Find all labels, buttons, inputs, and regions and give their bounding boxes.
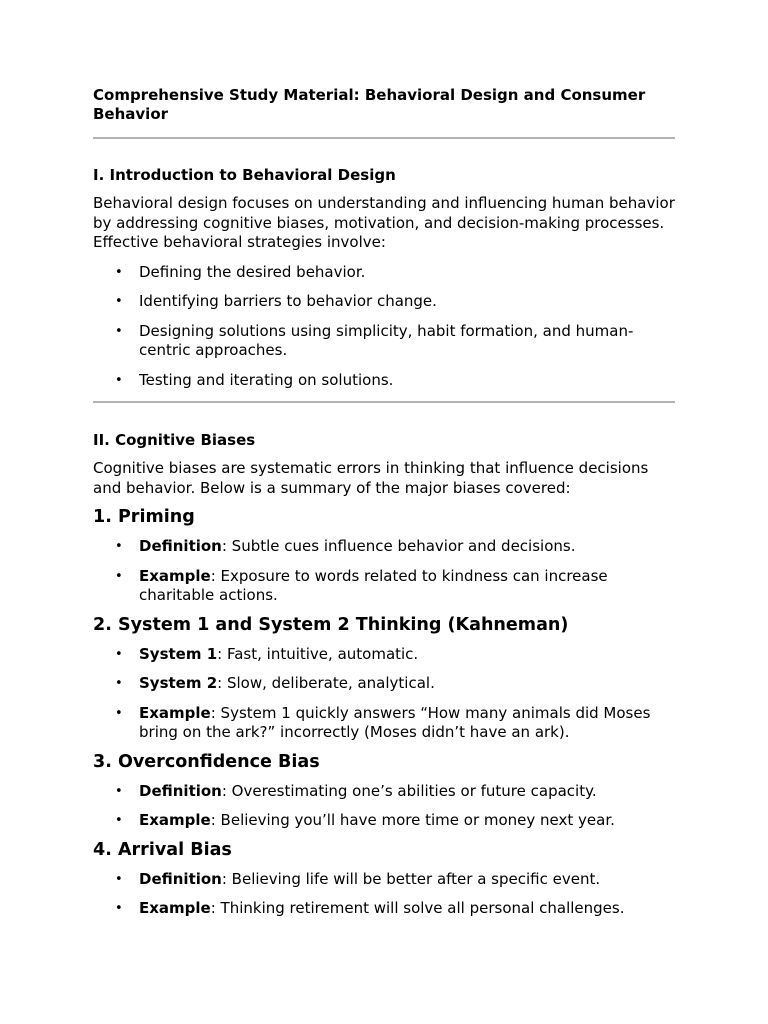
- bias-list-priming: [93, 537, 675, 606]
- intro-paragraph: Behavioral design focuses on understanding and influencing human behavior by addressing cognitive biases, motivation, and decision-making processes. Effective behavioral strategies involve:: [93, 194, 675, 251]
- list-item: [93, 782, 675, 802]
- list-item: [93, 371, 675, 391]
- section-divider: [93, 401, 675, 403]
- bias-term: Example: [139, 703, 211, 722]
- bullet-icon: •: [115, 372, 123, 388]
- bullet-icon: •: [115, 783, 123, 799]
- bias-term: System 2: [139, 674, 218, 692]
- list-item: [93, 292, 675, 312]
- bullet-icon: •: [115, 871, 123, 887]
- biases-paragraph: Cognitive biases are systematic errors in thinking that influence decisions and behavior. Below is a summary of the major biases covered:: [93, 459, 649, 497]
- bullet-icon: •: [115, 539, 123, 554]
- list-item: [93, 645, 675, 665]
- bias-heading-system-thinking: 2. System 1 and System 2 Thinking (Kahneman): [93, 614, 569, 635]
- bullet-icon: •: [115, 294, 123, 309]
- bias-heading-overconfidence: 3. Overconfidence Bias: [93, 751, 320, 772]
- section-divider: [93, 137, 675, 139]
- list-item: [93, 322, 675, 361]
- bias-description: : Subtle cues influence behavior and decisions.: [221, 537, 576, 555]
- bias-term: System 1: [139, 644, 218, 663]
- list-item: [93, 263, 675, 283]
- intro-bullet-list: [93, 263, 675, 391]
- list-item: [93, 899, 675, 919]
- bias-list-system-thinking: [93, 645, 675, 743]
- bias-description: : Exposure to words related to kindness can increase charitable actions.: [139, 566, 608, 604]
- list-item-text: Identifying barriers to behavior change.: [139, 292, 437, 310]
- section-heading-cognitive-biases: II. Cognitive Biases: [93, 431, 256, 449]
- bullet-icon: •: [115, 676, 123, 691]
- list-item: [93, 674, 675, 694]
- list-item: [93, 537, 675, 557]
- bias-description: : Fast, intuitive, automatic.: [217, 644, 419, 663]
- list-item-text: Testing and iterating on solutions.: [139, 370, 394, 389]
- list-item-text: Defining the desired behavior.: [139, 262, 366, 281]
- bullet-icon: •: [115, 705, 123, 721]
- bias-list-overconfidence: [93, 782, 675, 831]
- document-page: [93, 86, 675, 919]
- bias-heading-arrival: 4. Arrival Bias: [93, 839, 232, 860]
- document-title: Comprehensive Study Material: Behavioral Design and Consumer Behavior: [93, 86, 646, 123]
- list-item: [93, 870, 675, 890]
- bias-description: : Believing life will be better after a specific event.: [221, 869, 601, 888]
- bullet-icon: •: [115, 568, 123, 584]
- bullet-icon: •: [115, 264, 123, 280]
- bias-description: : Thinking retirement will solve all personal challenges.: [210, 899, 625, 917]
- bullet-icon: •: [115, 646, 123, 662]
- bias-term: Definition: [139, 537, 222, 555]
- bullet-icon: •: [115, 813, 123, 828]
- bias-description: : Believing you’ll have more time or money next year.: [210, 811, 615, 829]
- list-item-text: Designing solutions using simplicity, habit formation, and human-centric approaches.: [139, 321, 634, 359]
- bias-term: Example: [139, 566, 211, 585]
- bullet-icon: •: [115, 901, 123, 916]
- list-item: [93, 811, 675, 831]
- list-item: [93, 567, 675, 606]
- bias-description: : Overestimating one’s abilities or future capacity.: [221, 781, 597, 800]
- list-item: [93, 704, 675, 743]
- bullet-icon: •: [115, 323, 123, 339]
- bias-term: Example: [139, 899, 211, 917]
- bias-term: Example: [139, 811, 211, 829]
- bias-description: : Slow, deliberate, analytical.: [217, 674, 435, 692]
- bias-term: Definition: [139, 781, 222, 800]
- section-heading-introduction: I. Introduction to Behavioral Design: [93, 166, 396, 184]
- bias-list-arrival: [93, 870, 675, 919]
- bias-term: Definition: [139, 869, 222, 888]
- bias-heading-priming: 1. Priming: [93, 507, 195, 527]
- bias-description: : System 1 quickly answers “How many animals did Moses bring on the ark?” incorrectly (Moses didn’t have an ark).: [139, 703, 651, 741]
